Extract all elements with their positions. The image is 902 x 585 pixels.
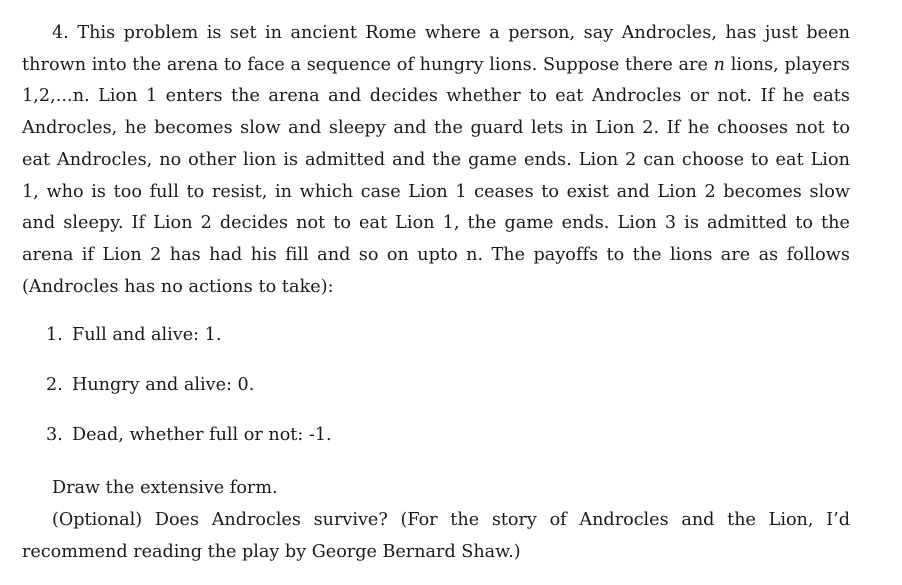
payoff-item-number: 2. [46, 375, 63, 396]
problem-statement [22, 18, 850, 303]
problem-text-part-2: lions, players 1,2,...n. Lion 1 enters the arena and decides whether to eat Androcles or not. If he eats Androcles, he becomes slow and sleepy and the guard lets in Lion 2. If he chooses not to eat Androcles, no other lion is admitted and the game ends. Lion 2 can choose to eat Lion 1, who is too full to resist, in which case Lion 1 ceases to exist and Lion 2 becomes slow and sleepy. If Lion 2 decides not to eat Lion 1, the game ends. Lion 3 is admitted to the arena if Lion 2 has had his fill and so on upto n. The payoffs to the lions are as follows (Androcles has no actions to take): [22, 54, 850, 297]
payoff-list [22, 323, 850, 447]
payoff-item [46, 423, 850, 447]
optional-question: (Optional) Does Androcles survive? (For the story of Androcles and the Lion, I’d recommend reading the play by George Bernard Shaw.) [22, 510, 850, 562]
instructions-block [22, 473, 850, 568]
payoff-item-text: Dead, whether full or not: -1. [72, 425, 332, 446]
payoff-item [46, 373, 850, 397]
variable-n: n [713, 54, 726, 75]
payoff-item-text: Hungry and alive: 0. [72, 375, 255, 396]
payoff-item-number: 1. [46, 325, 63, 346]
payoff-item [46, 323, 850, 347]
problem-number: 4. [52, 23, 69, 43]
draw-instruction: Draw the extensive form. [52, 478, 278, 499]
payoff-item-number: 3. [46, 425, 63, 446]
problem-text-part-1: This problem is set in ancient Rome where a person, say Androcles, has just been thrown into the arena to face a sequence of hungry lions. Suppose there are [22, 23, 850, 75]
payoff-item-text: Full and alive: 1. [72, 325, 222, 346]
